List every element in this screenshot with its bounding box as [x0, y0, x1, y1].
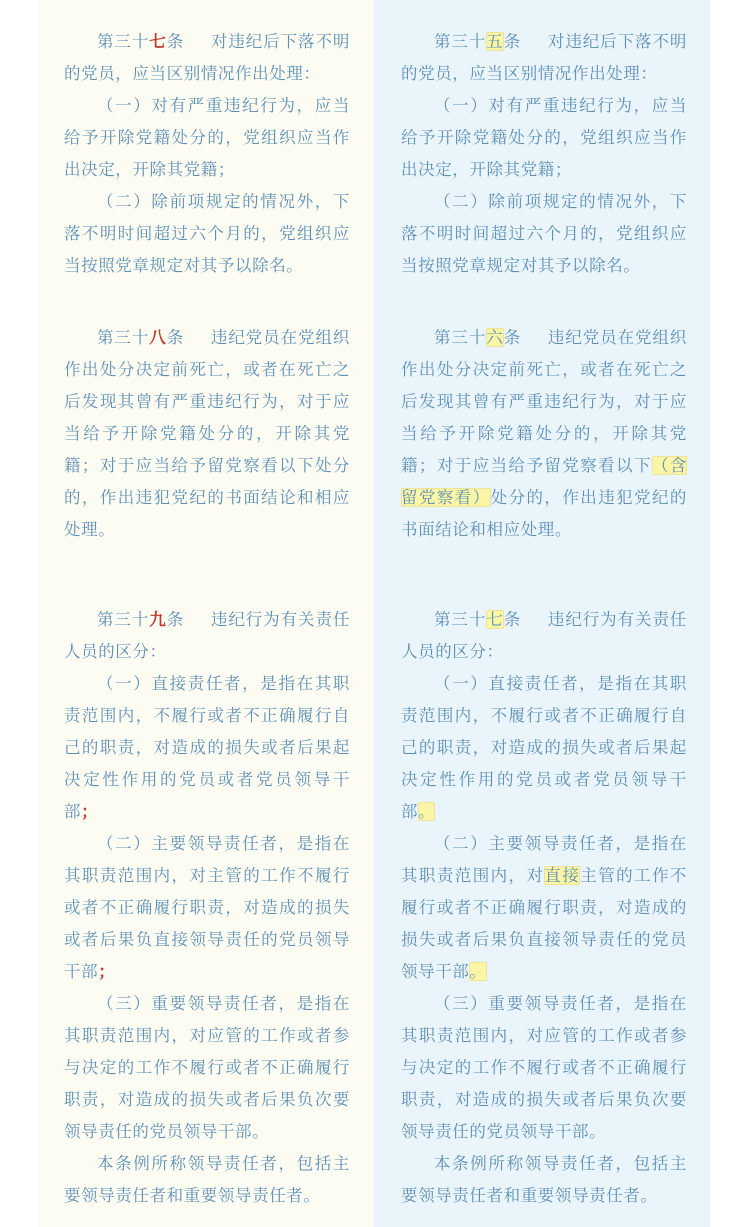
article-suffix: 条	[166, 610, 185, 629]
item-end-punct: 。	[469, 962, 487, 981]
article-closing: 本条例所称领导责任者，包括主要领导责任者和重要领导责任者。	[64, 1154, 350, 1205]
article-37-new	[374, 604, 710, 1212]
article-intro: 违纪行为有关责任人员的区分：	[401, 610, 687, 661]
item-text: （一）直接责任者，是指在其职责范围内，不履行或者不正确履行自己的职责，对造成的损失或者后果起决定性作用的党员或者党员领导干部	[401, 674, 687, 821]
article-37-old	[38, 26, 374, 282]
article-item-3: （三）重要领导责任者，是指在其职责范围内，对应管的工作或者参与决定的工作不履行或者不正确履行职责，对造成的损失或者后果负次要领导责任的党员领导干部。	[401, 994, 687, 1141]
item-text: （一）直接责任者，是指在其职责范围内，不履行或者不正确履行自己的职责，对造成的损失或者后果起决定性作用的党员或者党员领导干部	[64, 674, 350, 821]
article-item-3: （三）重要领导责任者，是指在其职责范围内，对应管的工作或者参与决定的工作不履行或者不正确履行职责，对造成的损失或者后果负次要领导责任的党员领导干部。	[64, 994, 350, 1141]
item-end-punct: ；	[81, 802, 99, 821]
article-item-1: （一）对有严重违纪行为，应当给予开除党籍处分的，党组织应当作出决定，开除其党籍；	[401, 96, 687, 179]
article-intro: 对违纪后下落不明的党员，应当区别情况作出处理：	[401, 32, 687, 83]
article-text-before: 违纪党员在党组织作出处分决定前死亡，或者在死亡之后发现其曾有严重违纪行为，对于应当给予开除党籍处分的，开除其党籍；对于应当给予留党察看以下	[401, 328, 687, 475]
article-prefix: 第三十	[97, 328, 150, 347]
article-number: 六	[486, 328, 504, 347]
article-prefix: 第三十	[434, 32, 487, 51]
article-item-2: （二）除前项规定的情况外，下落不明时间超过六个月的，党组织应当按照党章规定对其予以除名。	[64, 192, 350, 275]
right-column	[374, 0, 710, 1227]
article-item-2	[374, 828, 710, 988]
article-item-1	[374, 668, 710, 828]
article-prefix: 第三十	[97, 610, 150, 629]
article-heading-paragraph	[38, 604, 374, 668]
article-item-2: （二）除前项规定的情况外，下落不明时间超过六个月的，党组织应当按照党章规定对其予以除名。	[401, 192, 687, 275]
article-intro: 违纪行为有关责任人员的区分：	[64, 610, 350, 661]
article-number: 七	[486, 610, 504, 629]
article-39-old	[38, 604, 374, 1212]
article-intro: 对违纪后下落不明的党员，应当区别情况作出处理：	[64, 32, 350, 83]
article-suffix: 条	[503, 32, 522, 51]
article-heading-paragraph	[374, 322, 710, 546]
article-prefix: 第三十	[97, 32, 150, 51]
inserted-text-highlight: 直接	[544, 866, 581, 885]
item-text-before: （二）主要领导责任者，是指在其职责范围内，对	[401, 834, 687, 885]
article-suffix: 条	[166, 328, 185, 347]
article-text-after: 处分的，作出违犯党纪的书面结论和相应处理。	[401, 488, 688, 539]
article-prefix: 第三十	[434, 610, 487, 629]
article-closing: 本条例所称领导责任者，包括主要领导责任者和重要领导责任者。	[401, 1154, 687, 1205]
item-end-punct: ；	[98, 962, 116, 981]
article-suffix: 条	[503, 610, 522, 629]
left-column	[38, 0, 374, 1227]
article-36-new	[374, 322, 710, 546]
article-number: 七	[149, 32, 167, 51]
article-35-new	[374, 26, 710, 282]
article-suffix: 条	[503, 328, 522, 347]
article-text: 违纪党员在党组织作出处分决定前死亡，或者在死亡之后发现其曾有严重违纪行为，对于应当给予开除党籍处分的，开除其党籍；对于应当给予留党察看以下处分的，作出违犯党纪的书面结论和相应处理。	[64, 328, 350, 539]
article-heading-paragraph	[38, 26, 374, 90]
article-suffix: 条	[166, 32, 185, 51]
article-prefix: 第三十	[434, 328, 487, 347]
article-item-2	[38, 828, 374, 988]
article-item-1	[38, 668, 374, 828]
item-text: （二）主要领导责任者，是指在其职责范围内，对主管的工作不履行或者不正确履行职责，对造成的损失或者后果负直接领导责任的党员领导干部	[64, 834, 350, 981]
article-heading-paragraph	[374, 604, 710, 668]
article-number: 八	[149, 328, 167, 347]
item-text-after: 主管的工作不履行或者不正确履行职责，对造成的损失或者后果负直接领导责任的党员领导干部	[401, 866, 687, 981]
item-end-punct: 。	[418, 802, 436, 821]
article-item-1: （一）对有严重违纪行为，应当给予开除党籍处分的，党组织应当作出决定，开除其党籍；	[64, 96, 350, 179]
article-heading-paragraph	[38, 322, 374, 546]
inserted-text-highlight: （含留党察看）	[401, 456, 687, 507]
article-heading-paragraph	[374, 26, 710, 90]
article-number: 五	[486, 32, 504, 51]
article-38-old	[38, 322, 374, 546]
article-number: 九	[149, 610, 167, 629]
